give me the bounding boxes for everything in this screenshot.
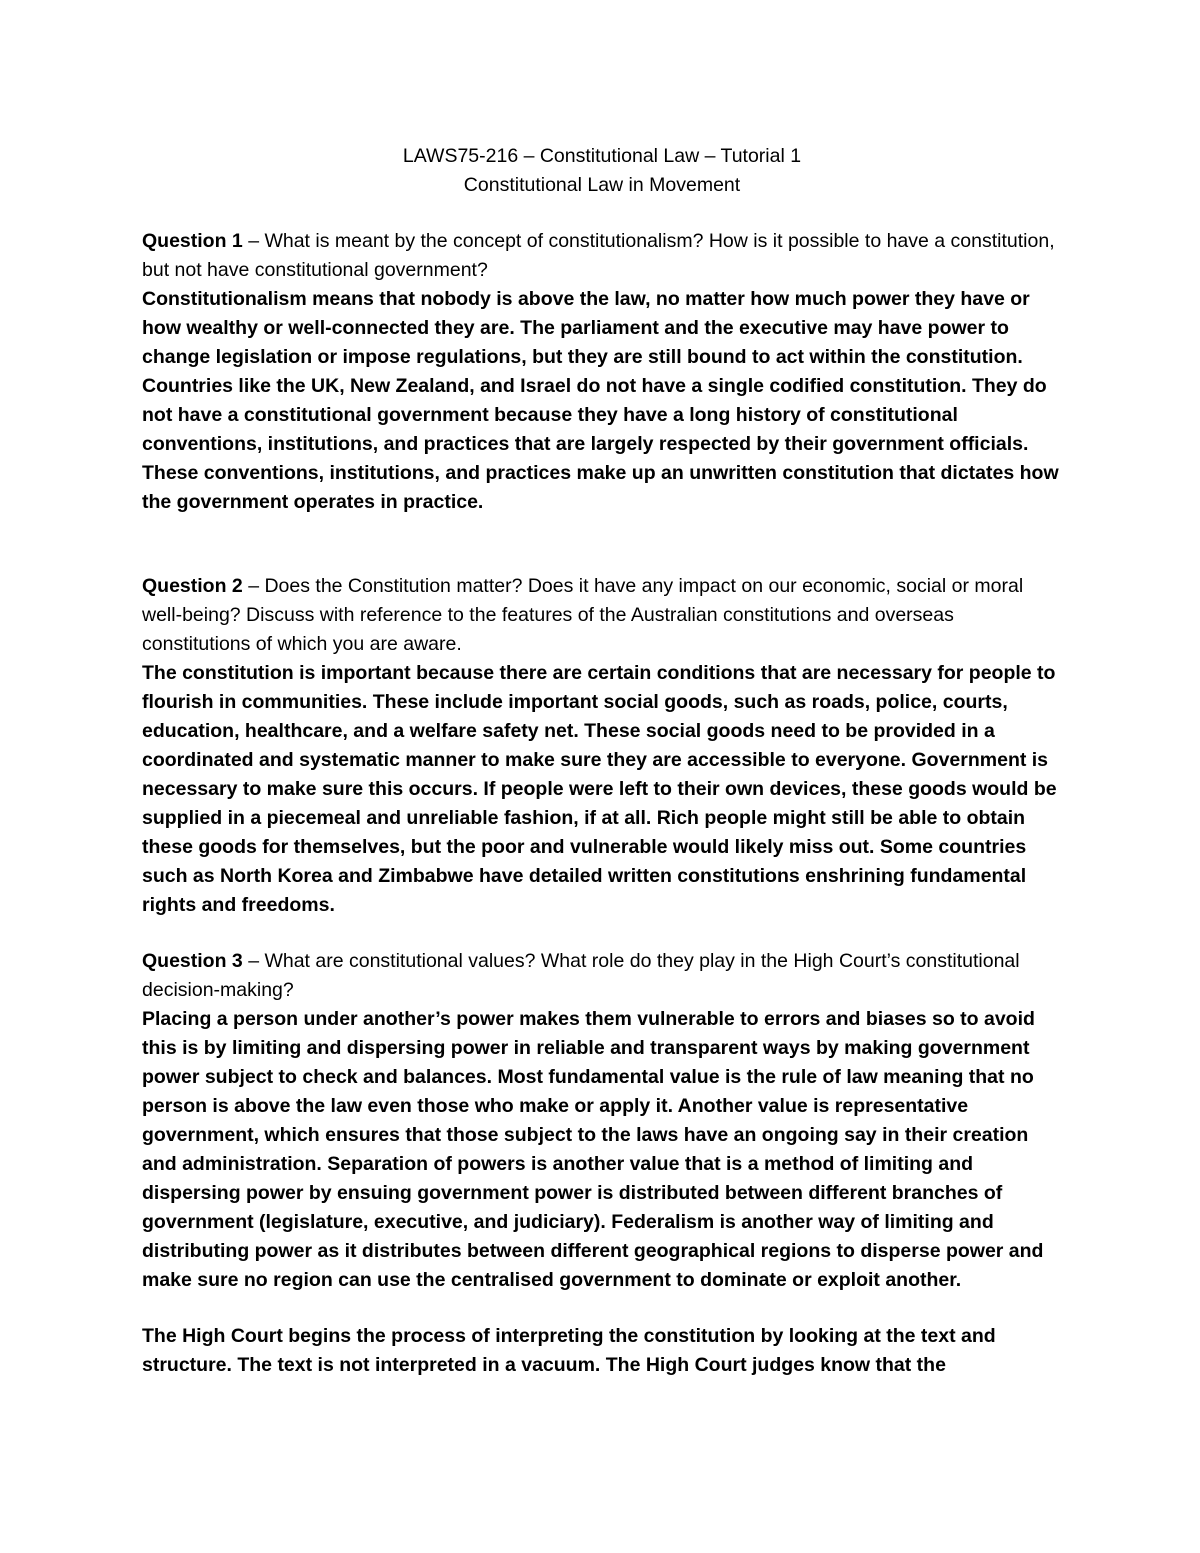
- question-2: [142, 572, 1062, 659]
- question-1-text: – What is meant by the concept of constitutionalism? How is it possible to have a constitution, but not have constitutional government?: [142, 230, 1055, 281]
- title-line-1: LAWS75-216 – Constitutional Law – Tutorial 1: [402, 145, 802, 167]
- question-3-label: Question 3: [142, 950, 243, 972]
- answer-1: Constitutionalism means that nobody is above the law, no matter how much power they have or how wealthy or well-connected they are. The parliament and the executive may have power to change legislation or impose regulations, but they are still bound to act within the constitution. Countries like the UK, New Zealand, and Israel do not have a single codified constitution. They do not have a constitutional government because they have a long history of constitutional conventions, institutions, and practices that are largely respected by their government officials. These conventions, institutions, and practices make up an unwritten constitution that dictates how the government operates in practice.: [142, 288, 1059, 513]
- answer-2: The constitution is important because there are certain conditions that are necessary for people to flourish in communities. These include important social goods, such as roads, police, courts, education, healthcare, and a welfare safety net. These social goods need to be provided in a coordinated and systematic manner to make sure they are accessible to everyone. Government is necessary to make sure this occurs. If people were left to their own devices, these goods would be supplied in a piecemeal and unreliable fashion, if at all. Rich people might still be able to obtain these goods for themselves, but the poor and vulnerable would likely miss out. Some countries such as North Korea and Zimbabwe have detailed written constitutions enshrining fundamental rights and freedoms.: [142, 662, 1057, 916]
- document-title: [142, 142, 1062, 200]
- question-2-label: Question 2: [142, 575, 243, 597]
- question-1: [142, 227, 1062, 285]
- document-body: [142, 142, 1062, 1380]
- title-line-2: Constitutional Law in Movement: [463, 174, 741, 196]
- answer-3-continued: The High Court begins the process of interpreting the constitution by looking at the text and structure. The text is not interpreted in a vacuum. The High Court judges know that the: [142, 1325, 996, 1376]
- spacer: [142, 517, 1062, 572]
- question-1-label: Question 1: [142, 230, 243, 252]
- spacer: [142, 920, 1062, 947]
- spacer: [142, 1295, 1062, 1322]
- question-3: [142, 947, 1062, 1005]
- answer-3: Placing a person under another’s power makes them vulnerable to errors and biases so to avoid this is by limiting and dispersing power in reliable and transparent ways by making government power subject to check and balances. Most fundamental value is the rule of law meaning that no person is above the law even those who make or apply it. Another value is representative government, which ensures that those subject to the laws have an ongoing say in their creation and administration. Separation of powers is another value that is a method of limiting and dispersing power by ensuing government power is distributed between different branches of government (legislature, executive, and judiciary). Federalism is another way of limiting and distributing power as it distributes between different geographical regions to disperse power and make sure no region can use the centralised government to dominate or exploit another.: [142, 1008, 1044, 1291]
- question-3-text: – What are constitutional values? What role do they play in the High Court’s constitutional decision-making?: [142, 950, 1020, 1001]
- question-2-text: – Does the Constitution matter? Does it have any impact on our economic, social or moral well-being? Discuss with reference to the features of the Australian constitutions and overseas constitutions of which you are aware.: [142, 575, 1024, 655]
